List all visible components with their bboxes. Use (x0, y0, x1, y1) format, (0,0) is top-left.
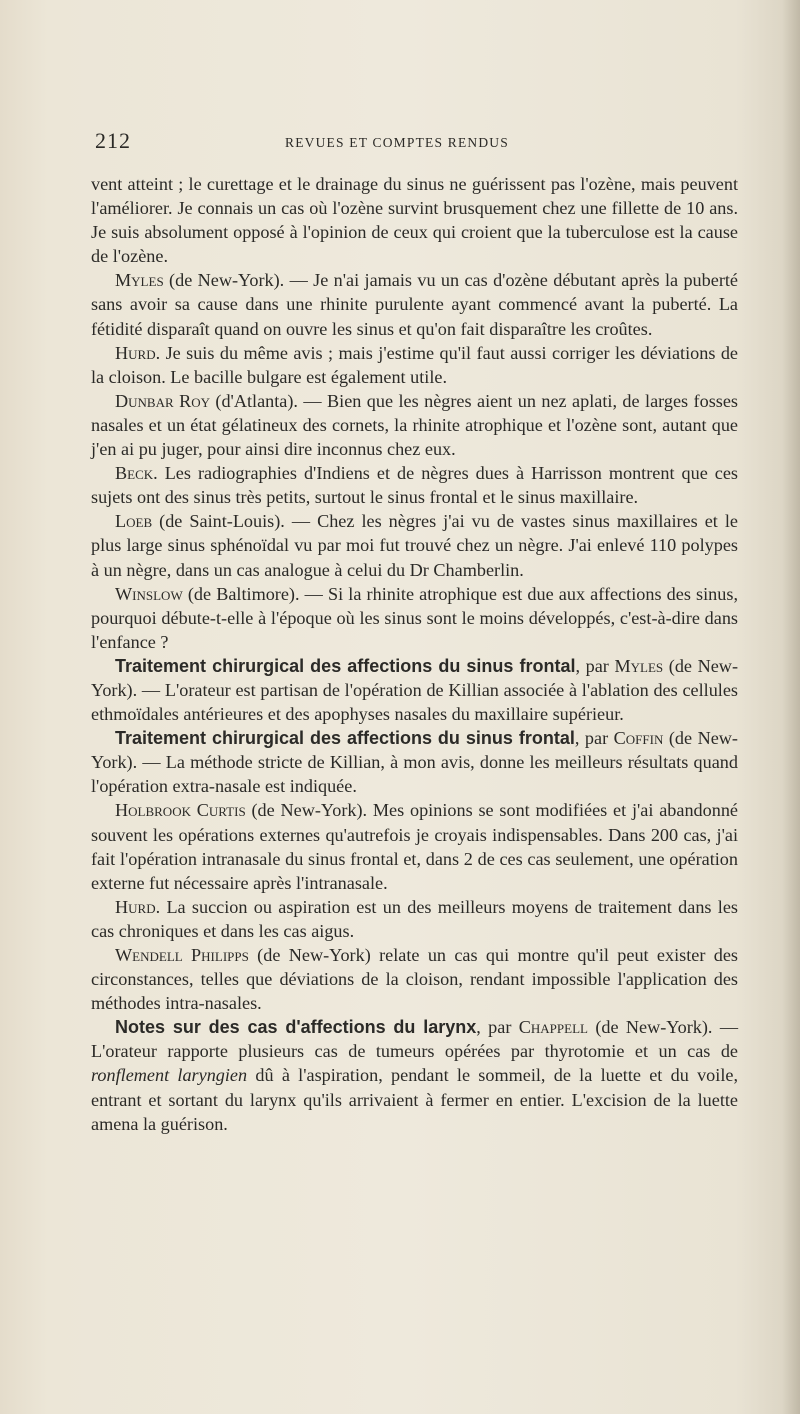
paragraph-hurd-2 (91, 895, 738, 943)
paragraph-dunbar-roy (91, 389, 738, 461)
speaker-name: Dunbar Roy (115, 390, 210, 411)
paragraph-myles (91, 268, 738, 340)
section-heading: Traitement chirurgical des affections du sinus frontal (115, 728, 575, 749)
paragraph-text: (de Baltimore). — Si la rhinite atrophique est due aux affections des sinus, pourquoi débute-t-elle à l'époque où les sinus sont le moins développés, c'est-à-dire dans l'enfance ? (91, 583, 738, 652)
page-number: 212 (95, 128, 131, 153)
italic-term: ronflement laryngien (91, 1065, 248, 1086)
paragraph-hurd (91, 341, 738, 389)
page-header (95, 128, 735, 158)
page-gutter-shadow (782, 0, 800, 1414)
speaker-name: Hurd (115, 342, 156, 363)
section-heading: Traitement chirurgical des affections du sinus frontal (115, 655, 576, 676)
paragraph-text: dû à l'aspiration, pendant le sommeil, de la luette et du voile, entrant et sortant du larynx qu'ils arrivaient à fermer en entier. L'excision de la luette amena la guérison. (91, 1065, 739, 1134)
paragraph-text: . La succion ou aspiration est un des meilleurs moyens de traitement dans les cas chroniques et dans les cas aigus. (91, 896, 738, 941)
running-head: REVUES ET COMPTES RENDUS (285, 135, 509, 150)
section-heading: Notes sur des cas d'affections du larynx (115, 1017, 477, 1038)
speaker-name: Hurd (115, 896, 156, 917)
paragraph-text: (de New-York). — L'orateur rapporte plusieurs cas de tumeurs opérées par thyrotomie et un cas de (91, 1017, 739, 1062)
author-name: Coffin (613, 728, 664, 749)
paragraph-text: . Les radiographies d'Indiens et de nègres dues à Harrisson montrent que ces sujets ont des sinus très petits, surtout le sinus frontal et le sinus maxillaire. (91, 463, 738, 508)
paragraph-winslow (91, 582, 738, 654)
author-name: Myles (614, 655, 664, 676)
paragraph-text: vent atteint ; le curettage et le drainage du sinus ne guérissent pas l'ozène, mais peuvent l'améliorer. Je connais un cas où l'ozène survint brusquement chez une fillette de 10 ans. Je suis absolument opposé à l'opinion de ceux qui croient que la tuberculose est la cause de l'ozène. (91, 174, 738, 267)
speaker-name: Loeb (115, 511, 153, 532)
paragraph-section-coffin (91, 726, 738, 798)
paragraph-text: (d'Atlanta). — Bien que les nègres aient un nez aplati, de larges fosses nasales et un état gélatineux des cornets, la rhinite atrophique et l'ozène sont, autant que j'en ai pu juger, pour ainsi dire inconnus chez eux. (91, 390, 738, 460)
paragraph-text: (de Saint-Louis). — Chez les nègres j'ai vu de vastes sinus maxillaires et le plus large sinus sphénoïdal vu par moi fut trouvé chez un nègre. J'ai enlevé 110 polypes à un nègre, dans un cas analogue à celui du Dr Chamberlin. (91, 511, 738, 580)
byline-text: , par (575, 655, 615, 676)
paragraph-wendell-philipps (91, 943, 738, 1015)
paragraph-text: (de New-York). — La méthode stricte de Killian, à mon avis, donne les meilleurs résultats quand l'opération extra-nasale est indiquée. (91, 728, 738, 797)
paragraph-text: (de New-York). — Je n'ai jamais vu un cas d'ozène débutant après la puberté sans avoir sa cause dans une rhinite purulente ayant commencé avant la puberté. La fétidité disparaît quand on ouvre les sinus et qu'on fait disparaître les croûtes. (91, 270, 738, 339)
paragraph-holbrook-curtis (91, 798, 738, 894)
speaker-name: Wendell Philipps (115, 945, 249, 965)
paragraph-text: . Je suis du même avis ; mais j'estime qu'il faut aussi corriger les déviations de la cloison. Le bacille bulgare est également utile. (91, 342, 738, 387)
paragraph-text: (de New-York). Mes opinions se sont modifiées et j'ai abandonné souvent les opérations externes qu'autrefois je croyais indispensables. Dans 200 cas, j'ai fait l'opération intranasale du sinus frontal et, dans 2 de ces cas seulement, une opération externe fut nécessaire après l'intranasale. (91, 800, 738, 893)
paragraph-continued (91, 172, 738, 268)
byline-text: , par (476, 1017, 519, 1038)
paragraph-section-myles (91, 654, 738, 726)
author-name: Chappell (518, 1017, 588, 1038)
article-body (91, 172, 738, 1136)
paragraph-text: (de New-York) relate un cas qui montre qu'il peut exister des circonstances, telles que déviations de la cloison, rendant impossible l'application des méthodes intra-nasales. (91, 945, 738, 1014)
paragraph-text: (de New-York). — L'orateur est partisan de l'opération de Killian associée à l'ablation des cellules ethmoïdales antérieures et des apophyses nasales du maxillaire supérieur. (91, 655, 738, 725)
speaker-name: Holbrook Curtis (115, 800, 246, 821)
byline-text: , par (574, 728, 614, 749)
speaker-name: Myles (115, 270, 164, 291)
speaker-name: Winslow (115, 583, 183, 604)
paragraph-loeb (91, 509, 738, 581)
paragraph-section-chappell (91, 1015, 738, 1135)
paragraph-beck (91, 461, 738, 509)
speaker-name: Beck (115, 463, 154, 484)
